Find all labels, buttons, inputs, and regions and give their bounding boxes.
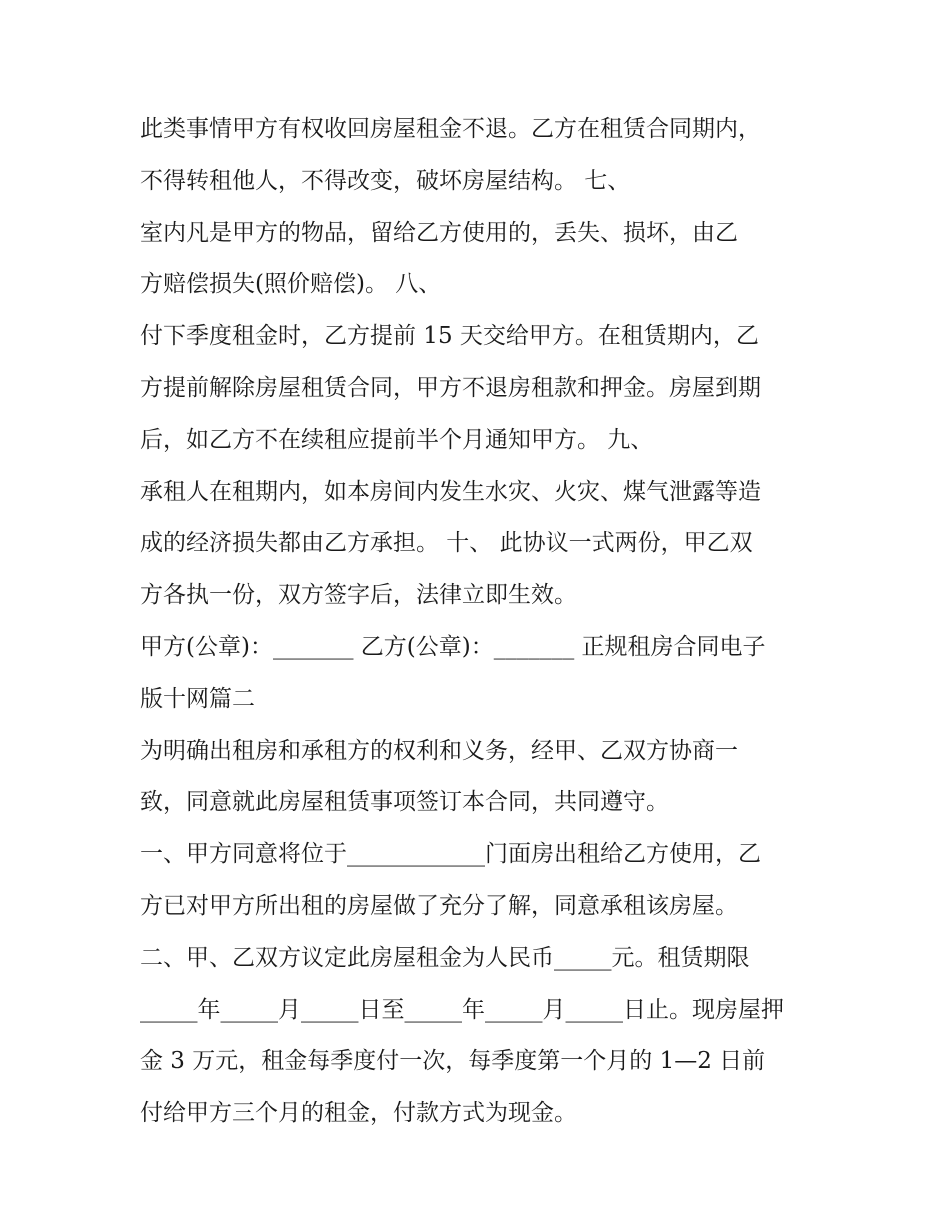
document-body	[140, 104, 830, 1140]
text-line: 此类事情甲方有权收回房屋租金不退。乙方在租赁合同期内，	[140, 116, 761, 142]
text-line: 一、甲方同意将位于____________门面房出租给乙方使用，乙	[140, 841, 761, 868]
signature-line: 甲方(公章)：_______ 乙方(公章)：_______ 正规租房合同电子	[140, 633, 766, 660]
text-line: 方赔偿损失(照价赔偿)。 八、	[140, 271, 442, 298]
text-line: 为明确出租房和承租方的权利和义务，经甲、乙双方协商一	[140, 737, 738, 764]
text-line: 成的经济损失都由乙方承担。 十、 此协议一式两份，甲乙双	[140, 530, 753, 557]
text-line: 室内凡是甲方的物品，留给乙方使用的，丢失、损坏，由乙	[140, 219, 738, 246]
text-line: 方各执一份，双方签字后，法律立即生效。	[140, 582, 577, 609]
text-line: 付给甲方三个月的租金，付款方式为现金。	[140, 1100, 577, 1127]
text-line: 承租人在租期内，如本房间内发生水灾、火灾、煤气泄露等造	[140, 478, 761, 505]
text-line: 方已对甲方所出租的房屋做了充分了解，同意承租该房屋。	[140, 892, 738, 919]
section-heading: 版十网篇二	[140, 685, 255, 712]
text-line: 金 3 万元，租金每季度付一次，每季度第一个月的 1—2 日前	[140, 1048, 766, 1075]
text-line: 付下季度租金时，乙方提前 15 天交给甲方。在租赁期内，乙	[140, 323, 759, 350]
text-line: 后，如乙方不在续租应提前半个月通知甲方。 九、	[140, 426, 654, 453]
text-line: 二、甲、乙双方议定此房屋租金为人民币_____元。租赁期限	[140, 944, 750, 971]
text-line: 方提前解除房屋租赁合同，甲方不退房租款和押金。房屋到期	[140, 374, 761, 401]
text-line: _____年_____月_____日至_____年_____月_____日止。现房屋押	[140, 996, 784, 1023]
text-line: 致，同意就此房屋租赁事项签订本合同，共同遵守。	[140, 789, 669, 816]
text-line: 不得转租他人，不得改变，破坏房屋结构。 七、	[140, 167, 631, 194]
